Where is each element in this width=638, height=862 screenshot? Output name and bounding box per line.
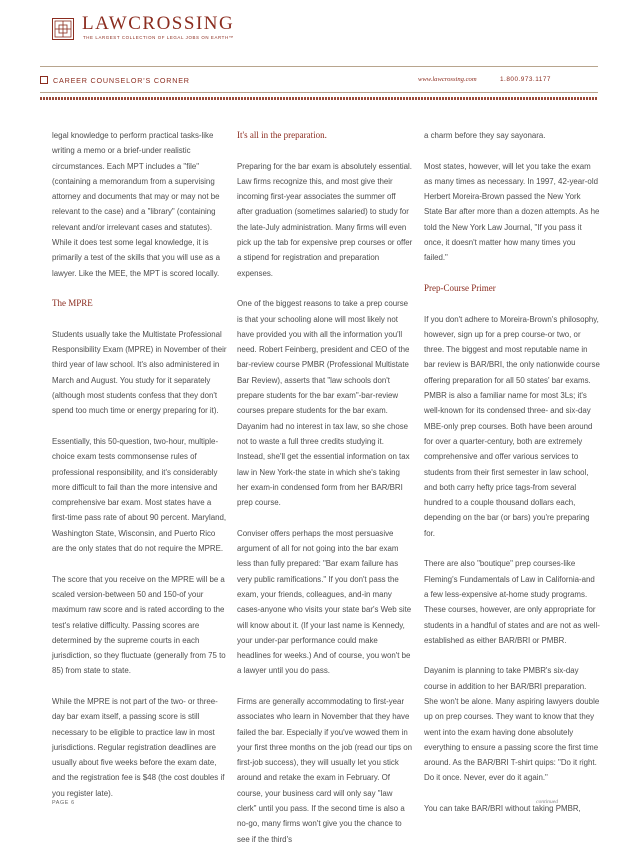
section-heading: Prep-Course Primer (424, 282, 496, 293)
paragraph: The score that you receive on the MPRE will be a scaled version-between 50 and 150-of your maximum raw score and is rated according to the test's relative difficulty. Passing scores are determined by the supreme courts in each jurisdiction, so they fluctuate (generally from 75 to 85) from state to state. (52, 574, 226, 676)
site-url[interactable]: www.lawcrossing.com (418, 76, 477, 83)
paragraph: There are also "boutique" prep courses-like Fleming's Fundamentals of Law in California-and a few less-expensive at-home study programs. These courses, however, are only appropriate for students in a handful of states and are not as well-established as either BAR/BRI or PMBR. (424, 559, 600, 645)
dashed-rule (40, 97, 598, 100)
square-bullet-icon (40, 76, 48, 84)
phone-number: 1.800.973.1177 (500, 76, 551, 83)
header-rule-top (40, 66, 598, 67)
paragraph: Essentially, this 50-question, two-hour, multiple-choice exam tests commonsense rules of professional responsibility, and it's considerably more difficult to fail than the more intensive and comprehensive bar exam. Most states have a first-time pass rate of about 90 percent. Maryland, Washington State, Wisconsin, and Puerto Rico are the only states that do not require the MPRE. (52, 436, 227, 554)
paragraph: One of the biggest reasons to take a prep course is that your schooling alone will most likely not have provided you with all the information you'll need. Robert Feinberg, president and CEO of the bar-review course PMBR (Professional Multistate Bar Review), asserts that "law schools don't prepare students for the bar exam"-bar-review courses prepare students for the bar exam. Dayanim had no interest in tax law, so she chose not to waste a full three credits studying it. Instead, she'll get the essential information on tax law in New York-the state in which she's taking her exam-in condensed form from her BAR/BRI prep course. (237, 299, 410, 508)
paragraph: Dayanim is planning to take PMBR's six-day course in addition to her BAR/BRI preparation. She won't be alone. Many aspiring lawyers double up on prep courses. They want to know that they went into the exam having done absolutely everything to ensure a passing score the first time around. As the BAR/BRI T-shirt quips: "Do it right. Do it once. Never, ever do it again." (424, 666, 600, 783)
paragraph: If you don't adhere to Moreira-Brown's philosophy, however, sign up for a prep course-or two, or three. The biggest and most reputable name in bar review is BAR/BRI, the only nationwide course offering preparation for all 50 states' bar exams. PMBR is also a familiar name for most 3Ls; it's well-known for its condensed three- and six-day MBE-only prep courses. Both have been around for over a quarter-century, both are extremely comprehensive and offer various services to students from their first semester in law school, and both carry hefty price tags-from several hundred to a couple thousand dollars each, depending on the bar (or bars) you're preparing for. (424, 314, 600, 538)
page-number: PAGE 6 (52, 800, 75, 806)
section-heading: The MPRE (52, 298, 93, 309)
article-column-3 (424, 128, 600, 832)
paragraph: legal knowledge to perform practical tasks-like writing a memo or a brief-under realistic circumstances. Each MPT includes a "file" (containing a memorandum from a supervising attorney and documents that may or may not be relevant to the case) and a "library" (containing relevant and/or irrelevant cases and statutes). While it does test some legal knowledge, it is primarily a test of the skills that you will use as a lawyer. Like the MEE, the MPT is scored locally. (52, 131, 220, 278)
paragraph: Students usually take the Multistate Professional Responsibility Exam (MPRE) in November of their third year of law school. It's also administered in March and August. You study for it separately (although most students confess that they don't spend too much time or energy preparing for it). (52, 329, 227, 416)
article-column-1 (52, 128, 228, 816)
section-label (40, 76, 190, 85)
paragraph: Firms are generally accommodating to first-year associates who learn in November that they have failed the bar. Especially if you've wowed them in your first three months on the job (read our tips on first-job success), they will usually let you stick around and retake the exam in February. Of course, your business card will only say "law clerk" until you pass. If the second time is also a no-go, many firms won't give you the chance to see if the third's (237, 696, 413, 844)
paragraph: While the MPRE is not part of the two- or three-day bar exam itself, a passing score is still necessary to be eligible to practice law in most jurisdictions. Regular registration deadlines are usually about five weeks before the exam date, and the registration fee is $48 (the cost doubles if you register late). (52, 696, 225, 798)
continued-label: continued (536, 799, 559, 805)
brand-tagline: THE LARGEST COLLECTION OF LEGAL JOBS ON EARTH™ (83, 35, 234, 40)
article-column-2 (237, 128, 413, 862)
section-heading: It's all in the preparation. (237, 130, 327, 140)
header-rule-bottom (40, 92, 598, 93)
paragraph: Most states, however, will let you take the exam as many times as necessary. In 1997, 42-year-old Herbert Moreira-Brown passed the New York State Bar after more than a dozen attempts. As he told the New York Law Journal, "If you pass it once, it doesn't matter how many times you failed." (424, 161, 600, 263)
paragraph: a charm before they say sayonara. (424, 131, 546, 140)
lawcrossing-logo-icon (52, 18, 74, 40)
paragraph: You can take BAR/BRI without taking PMBR, (424, 804, 581, 814)
paragraph: Preparing for the bar exam is absolutely essential. Law firms recognize this, and most give their incoming first-year associates the summer off after graduation (sometimes salaried) to study for the late-July administration. Many firms will even pick up the tab for expensive prep courses or offer a stipend for registration and preparation expenses. (237, 161, 413, 278)
section-title: CAREER COUNSELOR'S CORNER (53, 76, 190, 85)
brand-name: LAWCROSSING (82, 13, 235, 34)
paragraph: Conviser offers perhaps the most persuasive argument of all for not going into the bar exam less than fully prepared: "Bar exam failure has very public ramifications." If you don't pass the exam, your friends, colleagues, and-in many cases-anyone who visits your state bar's Web site will know about it. (If your last name is Kennedy, your under-par performance could make headlines for weeks.) And of course, you won't be a lawyer until you do pass. (237, 528, 412, 676)
